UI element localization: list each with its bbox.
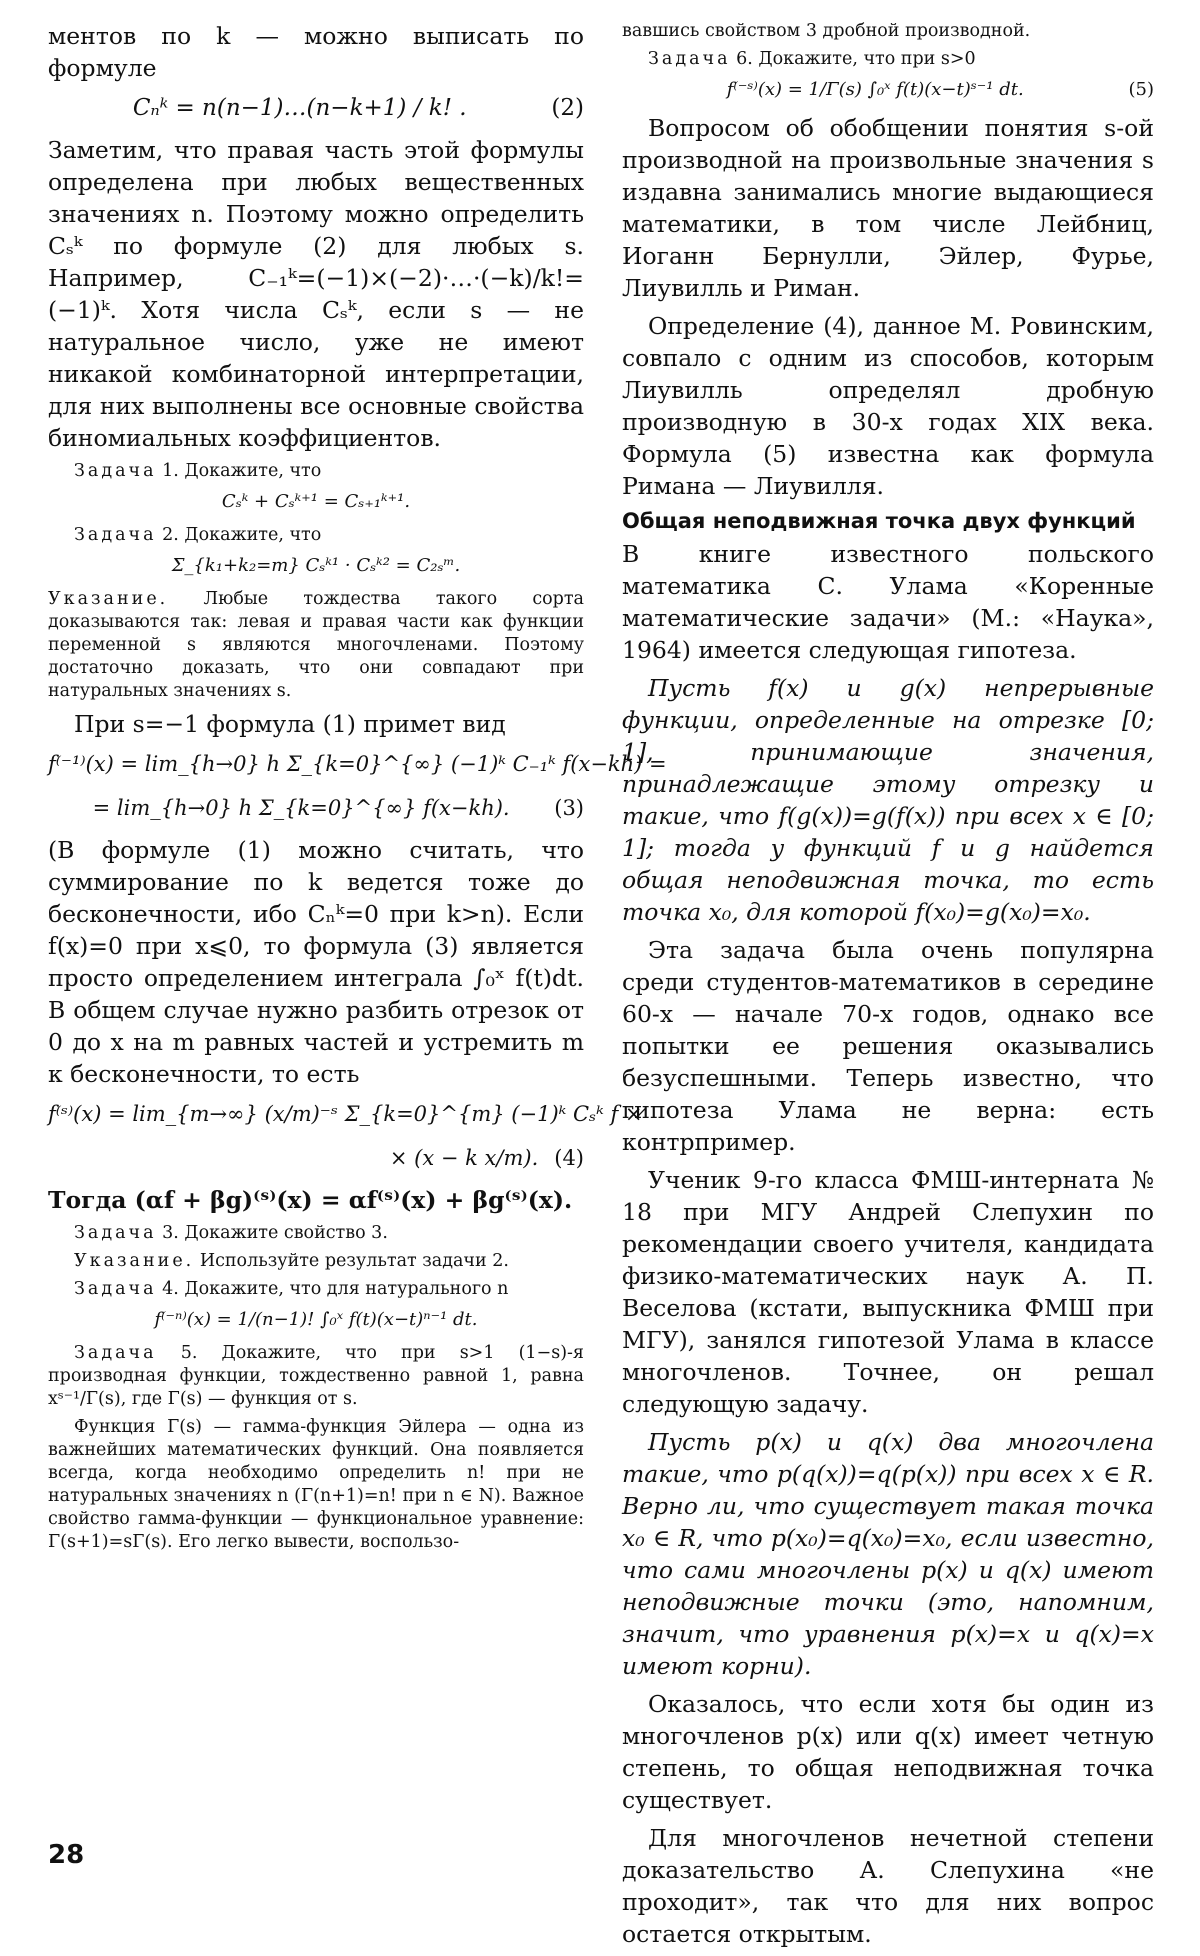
problem-label: Задача: [74, 1279, 157, 1299]
formula-expression: Cₙᵏ = n(n−1)…(n−k+1) / k! .: [132, 95, 467, 121]
problem-6: [622, 48, 1154, 71]
section-heading: Общая неподвижная точка двух функций: [622, 509, 1136, 533]
problem-text: 3. Докажите свойство 3.: [162, 1223, 388, 1243]
paragraph: Тогда (αf + βg)⁽ˢ⁾(x) = αf⁽ˢ⁾(x) + βg⁽ˢ⁾(x).: [48, 1186, 573, 1214]
left-column: [48, 20, 667, 1559]
problem-text: 6. Докажите, что при s>0: [736, 49, 976, 69]
paragraph: Вопросом об обобщении понятия s-ой производной на произвольные значения s издавна занимались многие выдающиеся математики, в том числе Лейбниц, Иоганн Бернулли, Эйлер, Фурье, Лиувилль и Риман.: [622, 114, 1154, 302]
formula-expression: f⁽ˢ⁾(x) = lim_{m→∞} (x/m)⁻ˢ Σ_{k=0}^{m} (−1)ᵏ Cₛᵏ f ×: [48, 1102, 643, 1126]
problem-5: [48, 1342, 584, 1411]
paragraph: вавшись свойством 3 дробной производной.: [622, 21, 1031, 41]
formula-expression: = lim_{h→0} h Σ_{k=0}^{∞} f(x−kh).: [92, 796, 510, 820]
problem-2-formula: [48, 552, 584, 580]
problem-label: Задача: [74, 525, 157, 545]
paragraph: Оказалось, что если хотя бы один из многочленов p(x) или q(x) имеет четную степень, то общая неподвижная точка существует.: [622, 1690, 1154, 1814]
hint: [48, 1250, 584, 1273]
hint-label: Указание.: [48, 589, 169, 609]
problem-3: [48, 1222, 584, 1245]
formula-4-line-1: [48, 1096, 643, 1132]
paragraph: В книге известного польского математика С. Улама «Коренные математические задачи» (М.: «Наука», 1964) имеется следующая гипотеза.: [622, 540, 1154, 664]
formula-number: (2): [551, 95, 584, 121]
problem-1-formula: [48, 488, 584, 516]
paragraph: (В формуле (1) можно считать, что суммирование по k ведется тоже до бесконечности, ибо Cₙᵏ=0 при k>n). Если f(x)=0 при x⩽0, то формула (3) является просто определением интеграла ∫₀ˣ f(t)dt. В общем случае нужно разбить отрезок от 0 до x на m равных частей и устремить m к бесконечности, то есть: [48, 836, 584, 1088]
formula-number: (3): [554, 796, 584, 820]
hint-text: Любые тождества такого сорта доказываются так: левая и правая части как функции переменной s являются многочленами. Поэтому достаточно доказать, что они совпадают при натуральных значениях s.: [48, 589, 584, 701]
paragraph: ментов по k — можно выписать по формуле: [48, 22, 584, 82]
formula-3-line-1: [48, 746, 667, 782]
formula-number: (4): [554, 1146, 584, 1170]
problem-text: 1. Докажите, что: [162, 461, 322, 481]
problem-2: [48, 524, 584, 547]
problem-4-formula: [48, 1306, 584, 1334]
formula-expression: Σ_{k₁+k₂=m} Cₛᵏ¹ · Cₛᵏ² = C₂ₛᵐ.: [171, 555, 461, 576]
problem-label: Задача: [74, 461, 157, 481]
paragraph: Эта задача была очень популярна среди студентов-математиков в середине 60-х — начале 70-х годов, однако все попытки ее решения оказывались безуспешными. Теперь известно, что гипотеза Улама не верна: есть контрпример.: [622, 936, 1154, 1156]
formula-5: [622, 76, 1154, 104]
paragraph: Определение (4), данное М. Ровинским, совпало с одним из способов, которым Лиувилль определял дробную производную в 30-х годах XIX века. Формула (5) известна как формула Римана — Лиувилля.: [622, 312, 1154, 500]
paragraph: Заметим, что правая часть этой формулы определена при любых вещественных значениях n. Поэтому можно определить Cₛᵏ по формуле (2) для любых s. Например, C₋₁ᵏ=(−1)×(−2)·…·(−k)/k!=(−1)ᵏ. Хотя числа Cₛᵏ, если s — не натуральное число, уже не имеют никакой комбинаторной интерпретации, для них выполнены все основные свойства биномиальных коэффициентов.: [48, 136, 584, 452]
formula-expression: f⁽⁻ⁿ⁾(x) = 1/(n−1)! ∫₀ˣ f(t)(x−t)ⁿ⁻¹ dt.: [154, 1309, 478, 1330]
formula-expression: f⁽⁻ˢ⁾(x) = 1/Γ(s) ∫₀ˣ f(t)(x−t)ˢ⁻¹ dt.: [726, 79, 1024, 100]
formula-2: [48, 90, 584, 126]
paragraph: Для многочленов нечетной степени доказательство А. Слепухина «не проходит», так что для них вопрос остается открытым.: [622, 1824, 1154, 1948]
hint-label: Указание.: [74, 1251, 195, 1271]
paragraph: Пусть p(x) и q(x) два многочлена такие, что p(q(x))=q(p(x)) при всех x ∈ R. Верно ли, что существует такая точка x₀ ∈ R, что p(x₀)=q(x₀)=x₀, если известно, что сами многочлены p(x) и q(x) имеют неподвижные точки (это, напомним, значит, что уравнения p(x)=x и q(x)=x имеют корни).: [622, 1428, 1154, 1680]
problem-text: 4. Докажите, что для натурального n: [162, 1279, 509, 1299]
problem-4: [48, 1278, 584, 1301]
hint-text: Используйте результат задачи 2.: [199, 1251, 509, 1271]
formula-number: (5): [1128, 79, 1154, 100]
problem-text: 2. Докажите, что: [162, 525, 322, 545]
formula-4-line-2: [48, 1140, 584, 1176]
problem-label: Задача: [74, 1223, 157, 1243]
formula-expression: Cₛᵏ + Cₛᵏ⁺¹ = Cₛ₊₁ᵏ⁺¹.: [221, 491, 411, 512]
right-column: [622, 20, 1154, 1956]
hint: [48, 588, 584, 703]
problem-text: 5. Докажите, что при s>1 (1−s)-я производная функции, тождественно равной 1, равна xˢ⁻¹/Γ(s), где Γ(s) — функция от s.: [48, 1343, 584, 1409]
formula-expression: f⁽⁻¹⁾(x) = lim_{h→0} h Σ_{k=0}^{∞} (−1)ᵏ C₋₁ᵏ f(x−kh) =: [48, 752, 667, 776]
paragraph: При s=−1 формула (1) примет вид: [74, 710, 506, 738]
formula-3-line-2: [48, 790, 584, 826]
paragraph: Функция Γ(s) — гамма-функция Эйлера — одна из важнейших математических функций. Она появляется всегда, когда необходимо определить n! при не натуральных значениях n (Γ(n+1)=n! при n ∈ N). Важное свойство гамма-функции — функциональное уравнение: Γ(s+1)=sΓ(s). Его легко вывести, воспользо-: [48, 1417, 584, 1552]
page-number: 28: [48, 1840, 85, 1870]
paragraph: Ученик 9-го класса ФМШ-интерната № 18 при МГУ Андрей Слепухин по рекомендации своего учителя, кандидата физико-математических наук А. П. Веселова (кстати, выпускника ФМШ при МГУ), занялся гипотезой Улама в классе многочленов. Точнее, он решал следующую задачу.: [622, 1166, 1154, 1418]
problem-label: Задача: [74, 1343, 157, 1363]
formula-expression: × (x − k x/m).: [389, 1146, 539, 1170]
problem-label: Задача: [648, 49, 731, 69]
problem-1: [48, 460, 584, 483]
paragraph: Пусть f(x) и g(x) непрерывные функции, определенные на отрезке [0; 1], принимающие значения, принадлежащие этому отрезку и такие, что f(g(x))=g(f(x)) при всех x ∈ [0; 1]; тогда у функций f и g найдется общая неподвижная точка, то есть точка x₀, для которой f(x₀)=g(x₀)=x₀.: [622, 674, 1154, 926]
